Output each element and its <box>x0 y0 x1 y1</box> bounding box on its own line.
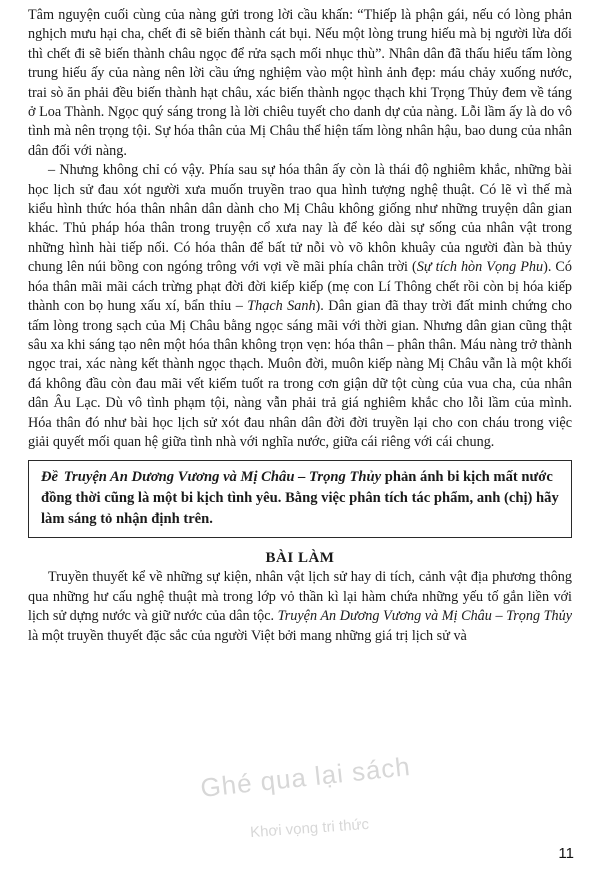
italic-title-an-duong-vuong: Truyện An Dương Vương và Mị Châu – Trọng Thủy <box>277 608 572 625</box>
topic-label: Đề <box>41 469 59 486</box>
paragraph-text: – Nhưng không chỉ có vậy. Phía sau sự hóa thân ấy còn là thái độ nghiêm khắc, những bài học lịch sử đau xót người xưa muốn truyền trao qua hình tượng nghệ thuật. Có lẽ vì thế mà kiểu hình thức hóa thân nhân dân dành cho Mị Châu không giống như những truyện dân gian khác. Thủ pháp hóa thân trong truyện cổ xưa nay là để kéo dài sự sống của nhân vật trong những hình hài tiếp nối. Có hóa thân để bất tử nỗi vò võ khôn khuây của người đàn bà thủy chung lên núi bồng con ngóng trông với vợi về mãi phía chân trời ( <box>28 162 572 276</box>
essay-topic-box <box>28 460 572 538</box>
paragraph-essay-intro <box>28 568 572 646</box>
document-page <box>28 6 572 646</box>
paragraph-text: ). Dân gian đã thay trời đất minh chứng cho tấm lòng trong sạch của Mị Châu bằng ngọc sáng mãi với thời gian. Nhưng dân gian cũng thật sâu xa khi sáng tạo nên một hóa thân không trọn vẹn: hóa thân – phân thân. Máu nàng trở thành ngọc trai, xác nàng kết thành ngọc thạch. Muôn đời, muôn kiếp nàng Mị Châu vẫn là một khối đá không đầu còn đau mãi vết kiếm tuốt ra trong cơn giận dữ tột cùng của vua cha, của nhân dân Âu Lạc. Dù vô tình phạm tội, nàng vẫn phải trả giá nghiêm khắc cho lỗi lầm của mình. Hóa thân đó như bài học lịch sử xót đau nhân dân đời đời truyền lại cho con cháu trong việc giải quyết mối quan hệ giữa tình nhà với nghĩa nước, giữa cái riêng với cái chung. <box>28 298 573 450</box>
paragraph-text: Truyền thuyết kể về những sự kiện, nhân vật lịch sử hay di tích, cảnh vật địa phương thông qua những hư cấu nghệ thuật mà trong lớp vỏ thần kì lại hàm chứa những yếu tố gắn liền với lịch sử dựng nước và giữ nước của dân tộc. <box>28 569 572 625</box>
topic-work-title: Truyện An Dương Vương và Mị Châu – Trọng Thủy <box>63 469 382 486</box>
italic-title-vong-phu: Sự tích hòn Vọng Phu <box>416 259 544 276</box>
italic-title-thach-sanh: Thạch Sanh <box>247 298 316 315</box>
paragraph-text: ). Có hóa thân mãi mãi cách trừng phạt đời đời kiếp kiếp (mẹ con Lí Thông chết rồi còn bị hóa kiếp thành con bọ hung xấu xí, bẩn thỉu – <box>28 259 572 315</box>
page-number: 11 <box>558 845 574 862</box>
paragraph-hoa-than-analysis <box>28 161 572 452</box>
watermark-text: Ghé qua lại sách <box>198 751 413 803</box>
essay-heading: BÀI LÀM <box>265 550 335 567</box>
paragraph-mi-chau-prayer: Tâm nguyện cuối cùng của nàng gửi trong lời cầu khấn: “Thiếp là phận gái, nếu có lòng phản nghịch mưu hại cha, chết đi sẽ biến thành cát bụi. Nếu một lòng trung hiếu mà bị người lừa dối thì chết đi sẽ biến thành châu ngọc để rửa sạch mối nhục thù”. Nhân dân đã thấu hiểu tấm lòng trung hiếu ấy của nàng nên lời cầu ứng nghiệm vào một hình ảnh đẹp: máu chảy xuống nước, trai sò ăn phải đều biến thành hạt châu, xác biến thành ngọc thạch khi Trọng Thủy đem về táng ở Loa Thành. Ngọc quý sáng trong là lời chiêu tuyết cho danh dự của nàng. Lỗi lầm ấy là do vô tình mà nên trọng tội. Sự hóa thân của Mị Châu thể hiện tấm lòng nhân hậu, bao dung của nhân dân đối với nàng. <box>28 7 572 159</box>
watermark-subtext: Khơi vọng tri thức <box>249 815 370 842</box>
topic-prompt: phản ánh bi kịch mất nước đồng thời cũng là một bi kịch tình yêu. Bằng việc phân tích tác phẩm, anh (chị) hãy làm sáng tỏ nhận định trên. <box>41 469 559 528</box>
paragraph-text: là một truyền thuyết đặc sắc của người Việt bởi mang những giá trị lịch sử và <box>28 627 467 644</box>
